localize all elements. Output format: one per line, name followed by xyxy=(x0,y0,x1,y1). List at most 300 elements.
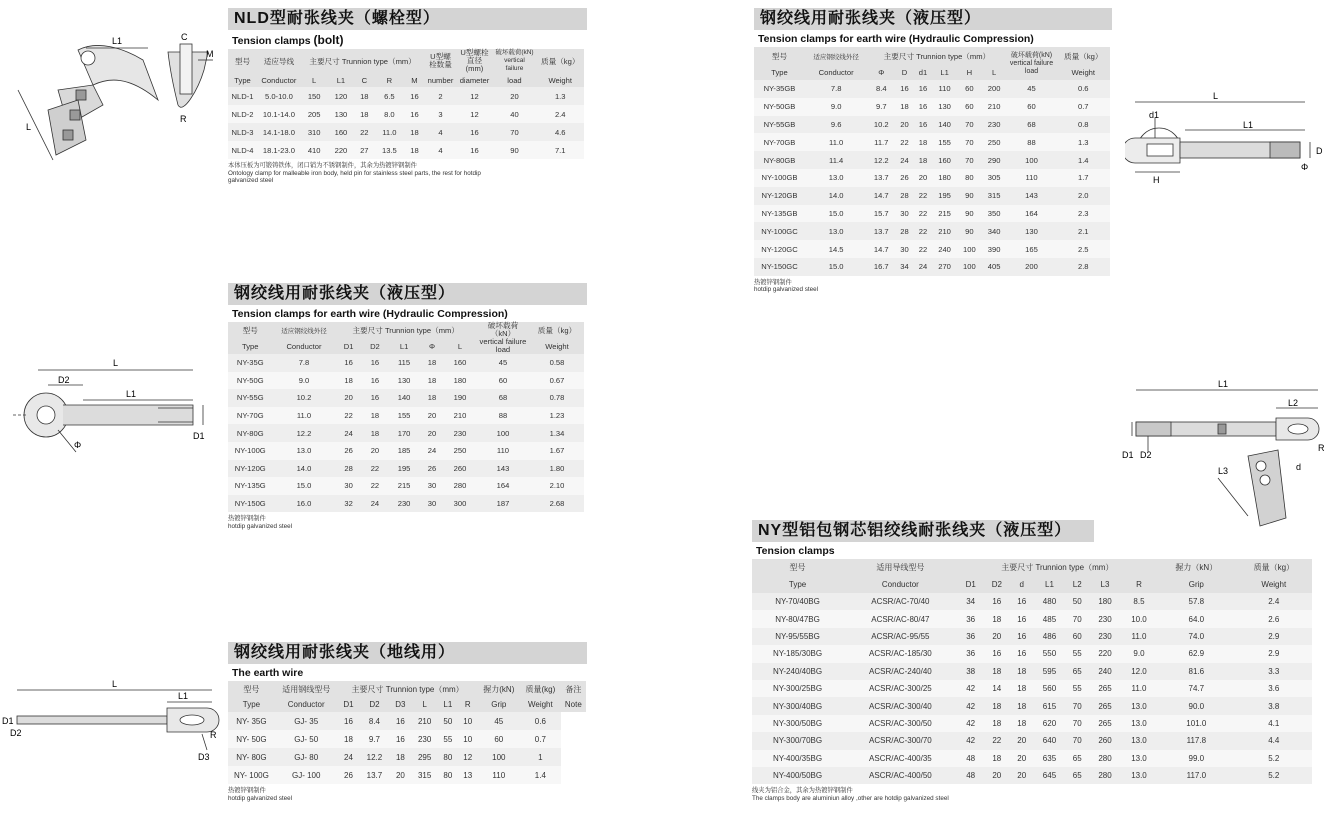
table-row xyxy=(752,680,1312,697)
earth-wire-spec-table xyxy=(228,681,586,784)
col-head-d2: D2 xyxy=(359,697,389,712)
section-title: 钢绞线用耐张线夹（液压型） xyxy=(228,283,587,305)
table-cell: NY-300/25BG xyxy=(752,680,843,697)
ny-g-section xyxy=(228,283,587,530)
col-head-type-cn: 型号 xyxy=(228,49,257,73)
section-note xyxy=(752,787,1320,802)
table-cell: 16 xyxy=(456,123,492,141)
table-row xyxy=(754,151,1110,169)
table-cell: 88 xyxy=(476,407,530,425)
table-cell: 10.1-14.0 xyxy=(257,105,301,123)
table-cell: NY-120GB xyxy=(754,187,805,205)
table-cell: 143 xyxy=(1007,187,1057,205)
table-cell: 5.2 xyxy=(1236,767,1312,784)
table-row xyxy=(228,87,584,105)
table-cell: 22 xyxy=(984,732,1010,749)
table-cell: 22 xyxy=(914,240,932,258)
table-cell: 260 xyxy=(1089,732,1121,749)
table-cell: 200 xyxy=(1007,258,1057,276)
table-cell: 0.6 xyxy=(520,712,561,730)
table-cell: 18 xyxy=(895,98,913,116)
col-head-conductor-cn: 适应钢绞线外径 xyxy=(805,47,867,65)
table-cell: 16 xyxy=(895,80,913,98)
table-cell: 164 xyxy=(476,477,530,495)
table-cell: 640 xyxy=(1034,732,1066,749)
table-cell: 120 xyxy=(328,87,355,105)
table-cell: NLD-1 xyxy=(228,87,257,105)
col-head-d2: D2 xyxy=(984,576,1010,593)
col-head-conductor-cn: 适用导线型号 xyxy=(843,559,958,576)
col-head-l1: L1 xyxy=(438,697,458,712)
table-cell: 80 xyxy=(438,766,458,784)
table-cell: 14 xyxy=(984,680,1010,697)
col-head-d1: D1 xyxy=(335,339,361,354)
table-cell: 14.7 xyxy=(867,187,895,205)
table-cell: 36 xyxy=(958,628,984,645)
table-cell: NY- 100G xyxy=(228,766,275,784)
table-cell: 310 xyxy=(301,123,328,141)
table-cell: 215 xyxy=(932,205,957,223)
dim-label-l1: L1 xyxy=(126,389,137,399)
table-cell: 0.7 xyxy=(520,730,561,748)
table-cell: 30 xyxy=(335,477,361,495)
table-cell: 2.68 xyxy=(530,495,584,513)
table-cell: 13.0 xyxy=(1121,732,1157,749)
table-cell: 210 xyxy=(982,98,1007,116)
col-head-load: load xyxy=(492,73,536,87)
table-cell: GJ- 80 xyxy=(275,748,338,766)
table-cell: NY-400/50BG xyxy=(752,767,843,784)
table-cell: 0.7 xyxy=(1057,98,1110,116)
table-cell: 2.8 xyxy=(1057,258,1110,276)
table-cell: 9.6 xyxy=(805,116,867,134)
table-cell: 210 xyxy=(932,222,957,240)
table-row xyxy=(228,105,584,123)
table-cell: 18.1-23.0 xyxy=(257,141,301,159)
table-cell: ACSR/AC-70/40 xyxy=(843,593,958,610)
table-cell: ASCR/AC-400/50 xyxy=(843,767,958,784)
dim-label-l1: L1 xyxy=(1243,120,1254,130)
table-row xyxy=(752,628,1312,645)
table-cell: 18 xyxy=(984,715,1010,732)
col-head-r: R xyxy=(1121,576,1157,593)
table-cell: 164 xyxy=(1007,205,1057,223)
ny-g-spec-table xyxy=(228,322,584,512)
table-cell: GJ- 35 xyxy=(275,712,338,730)
ny-bg-section xyxy=(752,520,1320,802)
table-cell-note xyxy=(561,730,586,748)
table-cell: 230 xyxy=(411,730,438,748)
col-head-r: R xyxy=(458,697,478,712)
table-cell: 28 xyxy=(895,222,913,240)
col-head-weight-cn: 质量（kg） xyxy=(1236,559,1312,576)
table-cell: 15.0 xyxy=(805,258,867,276)
table-cell: 12 xyxy=(458,748,478,766)
table-cell: 7.8 xyxy=(272,354,335,372)
table-row xyxy=(228,372,584,390)
table-cell: 635 xyxy=(1034,750,1066,767)
table-cell: 0.67 xyxy=(530,372,584,390)
dim-label-l: L xyxy=(112,679,118,689)
dim-label-r: R xyxy=(180,114,187,124)
table-cell: 3.6 xyxy=(1236,680,1312,697)
col-head-conductor-cn: 适用钢线型号 xyxy=(275,681,338,697)
table-cell: ACSR/AC-300/50 xyxy=(843,715,958,732)
table-cell: NY-80GB xyxy=(754,151,805,169)
table-cell: NY-150G xyxy=(228,495,272,513)
table-row xyxy=(754,222,1110,240)
table-cell: 48 xyxy=(958,767,984,784)
table-cell: 16.7 xyxy=(867,258,895,276)
nld-clamp-drawing xyxy=(8,30,223,175)
table-cell: 315 xyxy=(411,766,438,784)
table-cell: 4.1 xyxy=(1236,715,1312,732)
note-cn: 本体压板为可锻铸铁体，闭口销为不锈钢制件，其余为热镀锌钢制件 xyxy=(228,162,417,169)
table-cell: 140 xyxy=(388,389,420,407)
table-cell: 14.0 xyxy=(272,460,335,478)
table-cell: 130 xyxy=(932,98,957,116)
table-cell: 11.0 xyxy=(374,123,404,141)
table-cell: 9.0 xyxy=(1121,645,1157,662)
table-cell: 315 xyxy=(982,187,1007,205)
table-cell: 20 xyxy=(1010,732,1034,749)
col-head-d3: D3 xyxy=(389,697,411,712)
table-cell: 5.2 xyxy=(1236,750,1312,767)
table-cell: 42 xyxy=(958,680,984,697)
table-cell: 230 xyxy=(982,116,1007,134)
table-cell: 20 xyxy=(914,169,932,187)
table-cell: 9.7 xyxy=(359,730,389,748)
col-head-d2: D2 xyxy=(362,339,388,354)
col-head-conductor: Conductor xyxy=(805,65,867,80)
table-cell: 1.4 xyxy=(1057,151,1110,169)
table-cell: 170 xyxy=(388,424,420,442)
col-head-dims: 主要尺寸 Trunnion type（mm） xyxy=(867,47,1006,65)
section-subtitle: Tension clamps xyxy=(756,545,835,557)
table-cell: 16 xyxy=(914,98,932,116)
table-cell: 26 xyxy=(338,766,360,784)
section-subtitle: Tension clamps for earth wire (Hydraulic Compression) xyxy=(232,308,508,320)
table-cell: 130 xyxy=(388,372,420,390)
table-cell: 265 xyxy=(1089,680,1121,697)
table-cell: 10 xyxy=(458,730,478,748)
table-cell: 18 xyxy=(1010,680,1034,697)
table-cell: 42 xyxy=(958,697,984,714)
col-head-l1: L1 xyxy=(328,73,355,87)
table-cell: 60 xyxy=(478,730,520,748)
col-head-type-cn: 型号 xyxy=(228,322,272,339)
dim-label-phi: Φ xyxy=(74,440,82,450)
note-en: hotdip galvanized steel xyxy=(228,794,293,802)
table-cell: 155 xyxy=(388,407,420,425)
note-en-1: Ontology clamp for malleable iron body, held pin for stainless steel parts, the rest for hotdip xyxy=(228,169,481,177)
table-row xyxy=(754,258,1110,276)
col-head-l: L xyxy=(411,697,438,712)
table-cell: 0.58 xyxy=(530,354,584,372)
table-cell: 70 xyxy=(1065,697,1089,714)
table-cell: 1.23 xyxy=(530,407,584,425)
col-head-weight: Weight xyxy=(1236,576,1312,593)
table-cell: 230 xyxy=(444,424,476,442)
col-head-conductor: Conductor xyxy=(257,73,301,87)
table-cell: 16 xyxy=(338,712,360,730)
table-cell: 20 xyxy=(895,116,913,134)
table-cell: 16 xyxy=(404,105,424,123)
table-cell: 20 xyxy=(492,87,536,105)
table-cell-note xyxy=(561,748,586,766)
table-cell: 18 xyxy=(362,407,388,425)
table-cell: 4 xyxy=(424,123,456,141)
table-cell: 185 xyxy=(388,442,420,460)
table-cell: 20 xyxy=(335,389,361,407)
table-cell: 45 xyxy=(476,354,530,372)
table-cell: 90 xyxy=(492,141,536,159)
col-head-phi: Φ xyxy=(420,339,444,354)
table-cell: NY-35G xyxy=(228,354,272,372)
table-cell: 485 xyxy=(1034,610,1066,627)
subtitle-paren: (bolt) xyxy=(313,33,344,47)
table-cell: 45 xyxy=(478,712,520,730)
table-cell: 115 xyxy=(388,354,420,372)
table-cell: 11.0 xyxy=(1121,628,1157,645)
table-cell: 195 xyxy=(932,187,957,205)
table-cell: 34 xyxy=(895,258,913,276)
table-cell: 10 xyxy=(458,712,478,730)
note-cn: 线夹为铝合金，其余为热镀锌钢制件 xyxy=(752,787,853,795)
table-cell: NY-185/30BG xyxy=(752,645,843,662)
table-cell: 16 xyxy=(456,141,492,159)
table-cell: NY-50G xyxy=(228,372,272,390)
table-cell: 620 xyxy=(1034,715,1066,732)
col-head-l3: L3 xyxy=(1089,576,1121,593)
table-cell: 230 xyxy=(388,495,420,513)
table-cell: 60 xyxy=(957,80,982,98)
table-cell: 99.0 xyxy=(1157,750,1236,767)
table-row xyxy=(228,442,584,460)
table-cell: 70 xyxy=(1065,610,1089,627)
table-row xyxy=(754,187,1110,205)
col-head-l: L xyxy=(982,65,1007,80)
table-cell: 1.67 xyxy=(530,442,584,460)
table-cell: 160 xyxy=(328,123,355,141)
table-cell: 18 xyxy=(404,123,424,141)
table-row xyxy=(228,477,584,495)
note-en: hotdip galvanized steel xyxy=(754,286,819,294)
ny-gb-spec-table xyxy=(754,47,1110,276)
dim-label-l: L xyxy=(1213,91,1219,101)
table-cell: 45 xyxy=(1007,80,1057,98)
table-cell: 60 xyxy=(957,98,982,116)
table-cell: 645 xyxy=(1034,767,1066,784)
table-cell: 8.4 xyxy=(359,712,389,730)
dim-label-l: L xyxy=(113,358,119,368)
col-head-l: L xyxy=(301,73,328,87)
dim-label-c: C xyxy=(181,32,188,42)
table-cell: NY- 50G xyxy=(228,730,275,748)
table-cell: 20 xyxy=(1010,750,1034,767)
table-cell: 14.7 xyxy=(867,240,895,258)
col-head-ubolt-dia: U型螺栓直径(mm) xyxy=(456,49,492,73)
col-head-conductor-cn: 适应导线 xyxy=(257,49,301,73)
table-cell: 1.3 xyxy=(536,87,584,105)
earth-wire-section xyxy=(228,642,587,802)
table-cell: NY-300/70BG xyxy=(752,732,843,749)
table-cell: 117.0 xyxy=(1157,767,1236,784)
table-cell: 65 xyxy=(1065,663,1089,680)
table-cell: 100 xyxy=(476,424,530,442)
table-cell: 280 xyxy=(1089,767,1121,784)
table-cell: 280 xyxy=(444,477,476,495)
section-title: 钢绞线用耐张线夹（地线用） xyxy=(228,642,587,664)
table-cell: 12 xyxy=(456,87,492,105)
table-cell: 57.8 xyxy=(1157,593,1236,610)
col-head-d: d xyxy=(1010,576,1034,593)
table-cell: 12.2 xyxy=(272,424,335,442)
table-cell: 1.3 xyxy=(1057,133,1110,151)
col-head-l1: L1 xyxy=(1034,576,1066,593)
dim-label-d1: D1 xyxy=(193,431,205,441)
table-cell: 9.0 xyxy=(805,98,867,116)
dim-label-l2: L2 xyxy=(1288,398,1299,408)
table-cell-note xyxy=(561,712,586,730)
table-cell: 24 xyxy=(895,151,913,169)
table-cell: 42 xyxy=(958,732,984,749)
table-cell: 13.0 xyxy=(1121,715,1157,732)
col-head-dims: 主要尺寸 Trunnion type（mm） xyxy=(335,322,476,339)
table-cell: 74.7 xyxy=(1157,680,1236,697)
table-cell: 36 xyxy=(958,610,984,627)
table-cell: 155 xyxy=(932,133,957,151)
table-cell: NLD-2 xyxy=(228,105,257,123)
col-head-d1: d1 xyxy=(914,65,932,80)
ny-bg-spec-table xyxy=(752,559,1312,784)
col-head-diameter: diameter xyxy=(456,73,492,87)
table-cell: 486 xyxy=(1034,628,1066,645)
table-cell: 13.7 xyxy=(867,222,895,240)
table-cell: 34 xyxy=(958,593,984,610)
col-head-type: Type xyxy=(228,697,275,712)
table-cell: NY-100GC xyxy=(754,222,805,240)
table-cell: 55 xyxy=(1065,680,1089,697)
table-cell: NLD-4 xyxy=(228,141,257,159)
table-row xyxy=(228,123,584,141)
table-row xyxy=(752,715,1312,732)
table-cell: 15.7 xyxy=(867,205,895,223)
table-cell: ACSR/AC-240/40 xyxy=(843,663,958,680)
col-head-h: H xyxy=(957,65,982,80)
col-head-grip: Grip xyxy=(1157,576,1236,593)
table-cell: 205 xyxy=(301,105,328,123)
table-cell: 110 xyxy=(478,766,520,784)
ny-g-clamp-drawing xyxy=(8,350,223,460)
table-cell: 2.0 xyxy=(1057,187,1110,205)
table-cell: 24 xyxy=(420,442,444,460)
table-cell: NY- 35G xyxy=(228,712,275,730)
table-cell: 70 xyxy=(492,123,536,141)
table-cell: 210 xyxy=(444,407,476,425)
table-cell: 50 xyxy=(1065,593,1089,610)
table-cell: 18 xyxy=(914,133,932,151)
table-cell: 18 xyxy=(420,389,444,407)
table-cell: 26 xyxy=(420,460,444,478)
table-cell: 26 xyxy=(895,169,913,187)
note-en-2: galvanized steel xyxy=(228,177,274,184)
table-cell: 1 xyxy=(520,748,561,766)
dim-label-d1: D1 xyxy=(2,716,14,726)
col-head-grip: Grip xyxy=(478,697,520,712)
dim-label-m: M xyxy=(206,49,214,59)
table-cell: ACSR/AC-300/25 xyxy=(843,680,958,697)
col-head-type-cn: 型号 xyxy=(752,559,843,576)
table-cell: 81.6 xyxy=(1157,663,1236,680)
table-row xyxy=(752,645,1312,662)
table-cell: 36 xyxy=(958,645,984,662)
table-cell: 16 xyxy=(335,354,361,372)
table-cell: 240 xyxy=(932,240,957,258)
section-subtitle: The earth wire xyxy=(232,667,304,679)
table-cell: 18 xyxy=(1010,715,1034,732)
table-cell: 50 xyxy=(438,712,458,730)
col-head-weight: Weight xyxy=(536,73,584,87)
table-cell: 55 xyxy=(1065,645,1089,662)
table-cell: 405 xyxy=(982,258,1007,276)
table-cell: 265 xyxy=(1089,715,1121,732)
dim-label-l1: L1 xyxy=(178,691,189,701)
col-head-weight-cn: 质量（kg） xyxy=(536,49,584,73)
table-row xyxy=(754,169,1110,187)
table-cell: ACSR/AC-95/55 xyxy=(843,628,958,645)
table-cell: 16 xyxy=(389,712,411,730)
table-row xyxy=(752,767,1312,784)
note-cn: 热镀锌钢制件 xyxy=(228,787,266,794)
table-cell: 16 xyxy=(362,372,388,390)
dim-label-d2: D2 xyxy=(1140,450,1152,460)
table-cell: NLD-3 xyxy=(228,123,257,141)
table-cell: 18 xyxy=(984,663,1010,680)
table-row xyxy=(228,407,584,425)
table-cell: 55 xyxy=(438,730,458,748)
table-cell: 305 xyxy=(982,169,1007,187)
col-head-c: C xyxy=(354,73,374,87)
dim-label-d2: D2 xyxy=(10,728,22,738)
dim-label-l: L xyxy=(26,122,32,132)
table-cell: 12.2 xyxy=(359,748,389,766)
table-cell: 195 xyxy=(388,460,420,478)
table-cell: NY-120GC xyxy=(754,240,805,258)
table-row xyxy=(754,240,1110,258)
table-row xyxy=(754,80,1110,98)
table-row xyxy=(754,205,1110,223)
table-cell: 18 xyxy=(338,730,360,748)
table-cell: 13.0 xyxy=(1121,767,1157,784)
table-cell: NY-100GB xyxy=(754,169,805,187)
col-head-type-cn: 型号 xyxy=(228,681,275,697)
table-cell: 24 xyxy=(335,424,361,442)
table-cell: 18 xyxy=(984,610,1010,627)
table-cell: 60 xyxy=(1007,98,1057,116)
col-head-conductor: Conductor xyxy=(275,697,338,712)
table-cell: 16 xyxy=(404,87,424,105)
table-cell: 40 xyxy=(492,105,536,123)
col-head-l1: L1 xyxy=(932,65,957,80)
table-cell: 13.0 xyxy=(805,169,867,187)
table-cell: 22 xyxy=(914,222,932,240)
section-note xyxy=(754,279,1112,294)
table-cell: 101.0 xyxy=(1157,715,1236,732)
col-head-grip-cn: 握力(kN) xyxy=(478,681,520,697)
table-cell: 265 xyxy=(1089,697,1121,714)
section-note xyxy=(228,515,587,530)
